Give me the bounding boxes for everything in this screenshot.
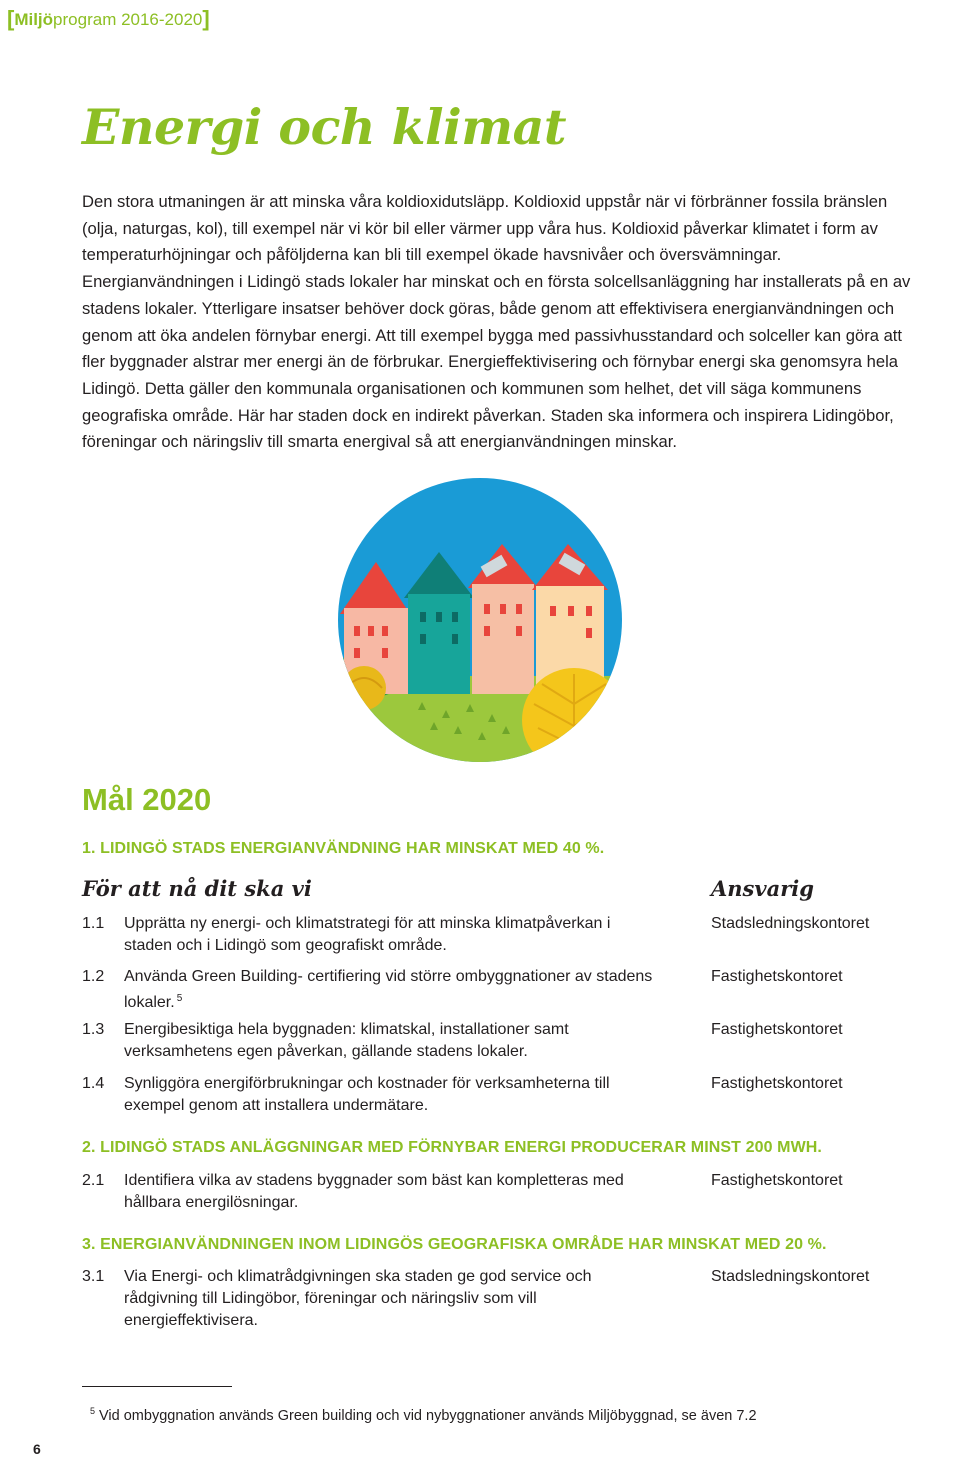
column-head-actions: För att nå dit ska vi	[82, 876, 312, 901]
action-1-4-responsible: Fastighetskontoret	[711, 1075, 843, 1092]
header-title-bold: Miljö	[14, 10, 54, 29]
column-head-responsible: Ansvarig	[711, 876, 814, 901]
action-1-4-number: 1.4	[82, 1075, 105, 1092]
action-1-2-text	[124, 966, 654, 1014]
target-2-heading: 2. LIDINGÖ STADS ANLÄGGNINGAR MED FÖRNYBAR ENERGI PRODUCERAR MINST 200 MWH.	[82, 1139, 822, 1156]
action-2-1-text: Identifiera vilka av stadens byggnader som bäst kan kompletteras med hållbara energilösningar.	[124, 1172, 624, 1211]
action-1-1-text: Upprätta ny energi- och klimatstrategi för att minska klimatpåverkan i staden och i Lidingö som geografiskt område.	[124, 915, 611, 954]
goal-heading: Mål 2020	[82, 782, 212, 817]
action-1-2-number: 1.2	[82, 968, 105, 985]
action-3-1-text: Via Energi- och klimatrådgivningen ska staden ge god service och rådgivning till Lidingöbor, föreningar och näringsliv som vill energieffektivisera.	[124, 1268, 592, 1329]
intro-paragraph: Den stora utmaningen är att minska våra koldioxidutsläpp. Koldioxid uppstår när vi förbränner fossila bränslen (olja, naturgas, kol), till exempel när vi kör bil eller värmer upp våra hus. Koldioxid påverkar klimatet i form av temperaturhöjningar och påföljderna kan bli till exempel ökade havsnivåer och översvämningar. Energianvändningen i Lidingö stads lokaler har minskat och en första solcellsanläggning har installerats på en av stadens lokaler. Ytterligare insatser behöver dock göras, både genom att effektivisera energianvändningen och genom att öka andelen förnybar energi. Att till exempel bygga med passivhusstandard och solceller kan göra att fler byggnader alstrar mer energi än de förbrukar. Energieffektivisering och förnybar energi ska genomsyra hela Lidingö. Detta gäller den kommunala organisationen och kommunen som helhet, det vill säga kommunens geografiska område. Här har staden dock en indirekt påverkan. Staden ska informera och inspirera Lidingöbor, föreningar och näringsliv till smarta energival så att energianvändningen minskar.	[82, 192, 911, 452]
footnote	[90, 1406, 757, 1424]
header-open-bracket: [	[7, 6, 15, 31]
action-1-2-responsible: Fastighetskontoret	[711, 968, 843, 985]
target-3-heading: 3. ENERGIANVÄNDNINGEN INOM LIDINGÖS GEOGRAFISKA OMRÅDE HAR MINSKAT MED 20 %.	[82, 1236, 827, 1253]
illustration-svg	[338, 478, 622, 762]
action-1-1-responsible: Stadsledningskontoret	[711, 915, 870, 932]
action-3-1-number: 3.1	[82, 1268, 105, 1285]
action-1-4-text: Synliggöra energiförbrukningar och kostnader för verksamheterna till exempel genom att installera undermätare.	[124, 1075, 610, 1114]
action-3-1-responsible: Stadsledningskontoret	[711, 1268, 870, 1285]
action-1-3-number: 1.3	[82, 1021, 105, 1038]
footnote-reference: 5	[176, 993, 183, 1004]
page-title: Energi och klimat	[82, 98, 567, 156]
footnote-divider	[82, 1386, 232, 1387]
running-header	[7, 6, 210, 32]
header-title-rest: program 2016-2020	[53, 10, 203, 29]
action-1-2-text-body: Använda Green Building- certifiering vid större ombyggnationer av stadens lokaler.	[124, 968, 653, 1011]
action-2-1-responsible: Fastighetskontoret	[711, 1172, 843, 1189]
target-1-heading: 1. LIDINGÖ STADS ENERGIANVÄNDNING HAR MINSKAT MED 40 %.	[82, 840, 605, 857]
action-1-3-text: Energibesiktiga hela byggnaden: klimatskal, installationer samt verksamhetens egen påverkan, gällande stadens lokaler.	[124, 1021, 569, 1060]
header-close-bracket: ]	[202, 6, 210, 31]
page-number: 6	[33, 1441, 41, 1457]
houses-and-trees-illustration	[338, 478, 622, 762]
action-2-1-number: 2.1	[82, 1172, 105, 1189]
action-1-3-responsible: Fastighetskontoret	[711, 1021, 843, 1038]
footnote-mark: 5	[90, 1406, 96, 1416]
tree-small-yellow	[342, 666, 386, 710]
action-1-1-number: 1.1	[82, 915, 105, 932]
footnote-text: Vid ombyggnation används Green building och vid nybyggnationer används Miljöbyggnad, se även 7.2	[99, 1408, 757, 1424]
